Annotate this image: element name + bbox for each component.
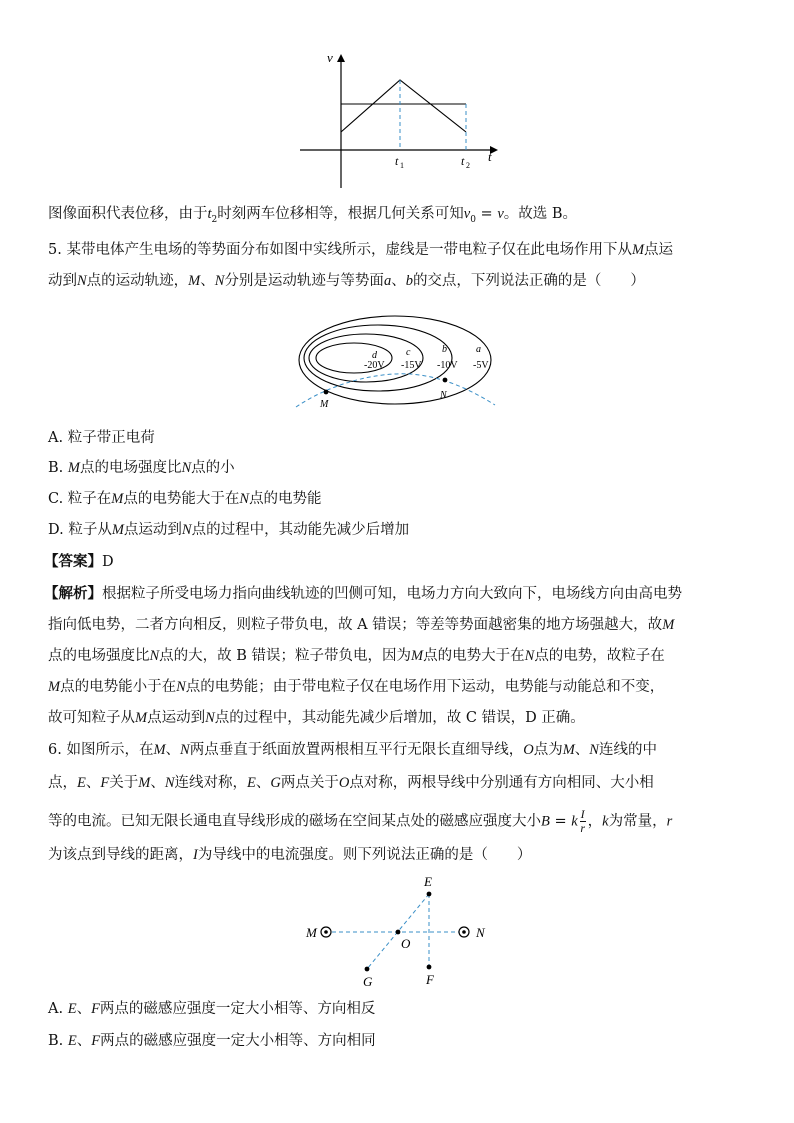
t1-label: t (395, 154, 399, 168)
text: 点的电势能 (249, 491, 322, 507)
text: 点的电势能大于在 (123, 491, 240, 507)
var-N: N (239, 491, 250, 507)
v-axis-arrow (337, 54, 345, 62)
q5-explanation-2 (48, 615, 748, 635)
var-M: M (48, 679, 61, 695)
q6-stem-3 (48, 808, 748, 835)
text: 连线的中 (598, 742, 657, 758)
text: ， (587, 813, 603, 830)
label-E: E (424, 874, 432, 889)
q5-option-d (48, 520, 748, 540)
answer-tag: 【答案】 (44, 553, 102, 570)
var-v: v (497, 206, 504, 222)
explanation-tag: 【解析】 (44, 585, 102, 602)
var-N: N (149, 648, 160, 664)
var-a: a (383, 273, 392, 289)
point-G (365, 967, 370, 972)
text: 点的大，故 B 错误；粒子带负电，因为 (159, 648, 412, 664)
text: 。故选 B。 (503, 206, 578, 222)
var-N: N (181, 460, 192, 476)
var-M: M (188, 273, 201, 289)
q5-explanation-1 (44, 584, 748, 604)
q5-option-a (48, 428, 748, 448)
wire-N-dot (462, 930, 466, 934)
equals: = (549, 813, 572, 830)
text: 点的电场强度比 (79, 460, 182, 476)
point-N (443, 378, 448, 383)
text: 点的电势，故粒子在 (534, 648, 665, 664)
text: 点的电势大于在 (423, 648, 525, 664)
var-N: N (176, 679, 186, 695)
var-M: M (67, 460, 80, 476)
var-E: E (67, 1033, 77, 1049)
text: 点， (48, 775, 77, 791)
text: 两点垂直于纸面放置两根相互平行无限长直细导线， (189, 742, 524, 758)
var-N: N (214, 273, 225, 289)
label-G: G (363, 974, 373, 989)
text: 点运动到 (123, 522, 182, 538)
var-M: M (631, 242, 645, 258)
v-axis-label: v (327, 50, 333, 65)
text: 点运 (644, 242, 674, 258)
var-N: N (181, 522, 192, 538)
text: 为该点到导线的距离， (48, 847, 193, 863)
text: D. 粒子从 (48, 522, 112, 538)
numerator-I: I (580, 807, 585, 821)
text: 点运动到 (147, 710, 206, 726)
label-M: M (320, 399, 329, 410)
label-minus5V: -5V (473, 360, 489, 371)
text: 点的小 (191, 460, 235, 476)
q5-stem-2 (48, 271, 748, 291)
text: 时刻两车位移相等，根据几何关系可知 (217, 206, 464, 222)
var-b: b (405, 273, 413, 289)
text: 两点的磁感应强度一定大小相等、方向相同 (100, 1033, 376, 1049)
text: 点的过程中，其动能先减少后增加，故 C 错误，D 正确。 (214, 710, 585, 726)
var-N: N (180, 742, 190, 758)
q5-option-b (48, 458, 748, 478)
text: 分别是运动轨迹与等势面 (224, 273, 384, 289)
var-k: k (571, 813, 578, 830)
point-O (396, 930, 401, 935)
fraction-I-over-r (580, 808, 586, 835)
denominator-r: r (580, 821, 585, 835)
text: 点的电势能；由于带电粒子仅在电场作用下运动，电势能与动能总和不变， (185, 679, 665, 695)
label-M: M (306, 925, 317, 940)
t2-label: t (461, 154, 465, 168)
var-M: M (411, 648, 424, 664)
equals: = (475, 206, 498, 222)
t-axis-label: t (488, 149, 492, 164)
label-N: N (476, 925, 485, 940)
text: 连线对称， (174, 775, 247, 791)
text: 、 (200, 273, 215, 289)
text: B. (48, 460, 68, 476)
var-B: B (541, 813, 550, 830)
sub-2: 2 (211, 214, 218, 225)
label-minus20V: -20V (364, 360, 385, 371)
var-F: F (91, 1001, 100, 1017)
var-v0: v (463, 206, 471, 222)
var-E: E (77, 775, 86, 791)
text: 、 (76, 1033, 92, 1049)
var-r: r (666, 813, 673, 830)
text: 两点的磁感应强度一定大小相等、方向相反 (99, 1001, 376, 1017)
label-F: F (426, 972, 434, 987)
equipotential-diagram (290, 314, 500, 416)
v-line-triangle (341, 80, 466, 132)
var-N: N (77, 273, 87, 289)
sub-0: 0 (470, 214, 476, 225)
label-N: N (440, 390, 447, 401)
var-O: O (523, 742, 534, 758)
vt-graph (290, 44, 520, 192)
text: 点的电场强度比 (48, 648, 150, 664)
var-M: M (138, 775, 151, 791)
text: 故可知粒子从 (48, 710, 135, 726)
text: 点的运动轨迹， (86, 273, 189, 289)
text: 、 (150, 775, 165, 791)
var-E: E (67, 1001, 77, 1017)
text: 、 (76, 1001, 92, 1017)
q6-stem-2 (48, 773, 748, 793)
q5-option-c (48, 489, 748, 509)
var-k: k (602, 813, 609, 830)
q5-explanation-3 (48, 646, 748, 666)
text: 、 (165, 742, 181, 758)
solution-line-1 (48, 204, 748, 230)
text: 关于 (109, 775, 139, 791)
var-G: G (270, 775, 281, 791)
text: C. 粒子在 (48, 491, 112, 507)
label-d: d (372, 350, 377, 361)
var-F: F (100, 775, 110, 791)
var-I: I (193, 847, 198, 863)
equipotential-c (309, 334, 423, 382)
wire-M-dot (324, 930, 328, 934)
text: A. (48, 1001, 68, 1017)
text: 6. 如图所示，在 (48, 742, 154, 758)
var-N: N (524, 648, 535, 664)
var-M: M (111, 491, 124, 507)
text: 等的电流。已知无限长通电直导线形成的磁场在空间某点处的磁感应强度大小 (48, 813, 541, 830)
var-M: M (153, 742, 166, 758)
text: B. (48, 1033, 68, 1049)
point-F (427, 965, 432, 970)
point-M (324, 390, 329, 395)
t2-sub: 2 (466, 161, 470, 170)
q5-explanation-4 (48, 677, 748, 697)
point-E (427, 892, 432, 897)
text: 点为 (533, 742, 563, 758)
var-N: N (164, 775, 175, 791)
var-M: M (562, 742, 575, 758)
text: 的交点，下列说法正确的是（ ） (412, 273, 645, 289)
text: 、 (391, 273, 406, 289)
var-F: F (91, 1033, 101, 1049)
text: 点的电势能小于在 (60, 679, 177, 695)
q6-option-b (48, 1031, 748, 1051)
q6-option-a (48, 999, 748, 1019)
label-c: c (406, 347, 411, 358)
label-minus15V: -15V (401, 360, 422, 371)
var-t: t (207, 206, 212, 222)
text: A. 粒子带正电荷 (48, 430, 155, 446)
text: 、 (255, 775, 271, 791)
label-O: O (401, 936, 411, 951)
text: 、 (85, 775, 101, 791)
text: 指向低电势，二者方向相反，则粒子带负电，故 A 错误；等差等势面越密集的地方场强越大，故 (48, 617, 663, 633)
var-M: M (662, 617, 675, 633)
answer-value: D (102, 554, 114, 570)
wire-diagram (300, 870, 500, 990)
text: 为常量， (608, 813, 667, 830)
var-E: E (246, 775, 256, 791)
text: 根据粒子所受电场力指向曲线轨迹的凹侧可知，电场力方向大致向下，电场线方向由高电势 (102, 586, 682, 602)
q6-stem-4 (48, 845, 748, 865)
text: 点的过程中，其动能先减少后增加 (191, 522, 410, 538)
label-minus10V: -10V (437, 360, 458, 371)
q6-stem-1 (48, 740, 748, 760)
t1-sub: 1 (400, 161, 404, 170)
var-M: M (111, 522, 124, 538)
text: 、 (574, 742, 590, 758)
text: 为导线中的电流强度。则下列说法正确的是（ ） (197, 847, 532, 863)
var-N: N (589, 742, 599, 758)
label-b: b (442, 344, 447, 355)
text: 动到 (48, 273, 77, 289)
var-N: N (205, 710, 215, 726)
text: 两点关于 (280, 775, 339, 791)
q5-answer (44, 552, 748, 572)
var-M: M (135, 710, 148, 726)
var-O: O (338, 775, 350, 791)
text: 图像面积代表位移，由于 (48, 206, 208, 222)
q5-stem-1 (48, 240, 748, 260)
label-a: a (476, 344, 481, 355)
text: 点对称，两根导线中分别通有方向相同、大小相 (349, 775, 654, 791)
q5-explanation-5 (48, 708, 748, 728)
text: 5. 某带电体产生电场的等势面分布如图中实线所示，虚线是一带电粒子仅在此电场作用下从 (48, 242, 632, 258)
